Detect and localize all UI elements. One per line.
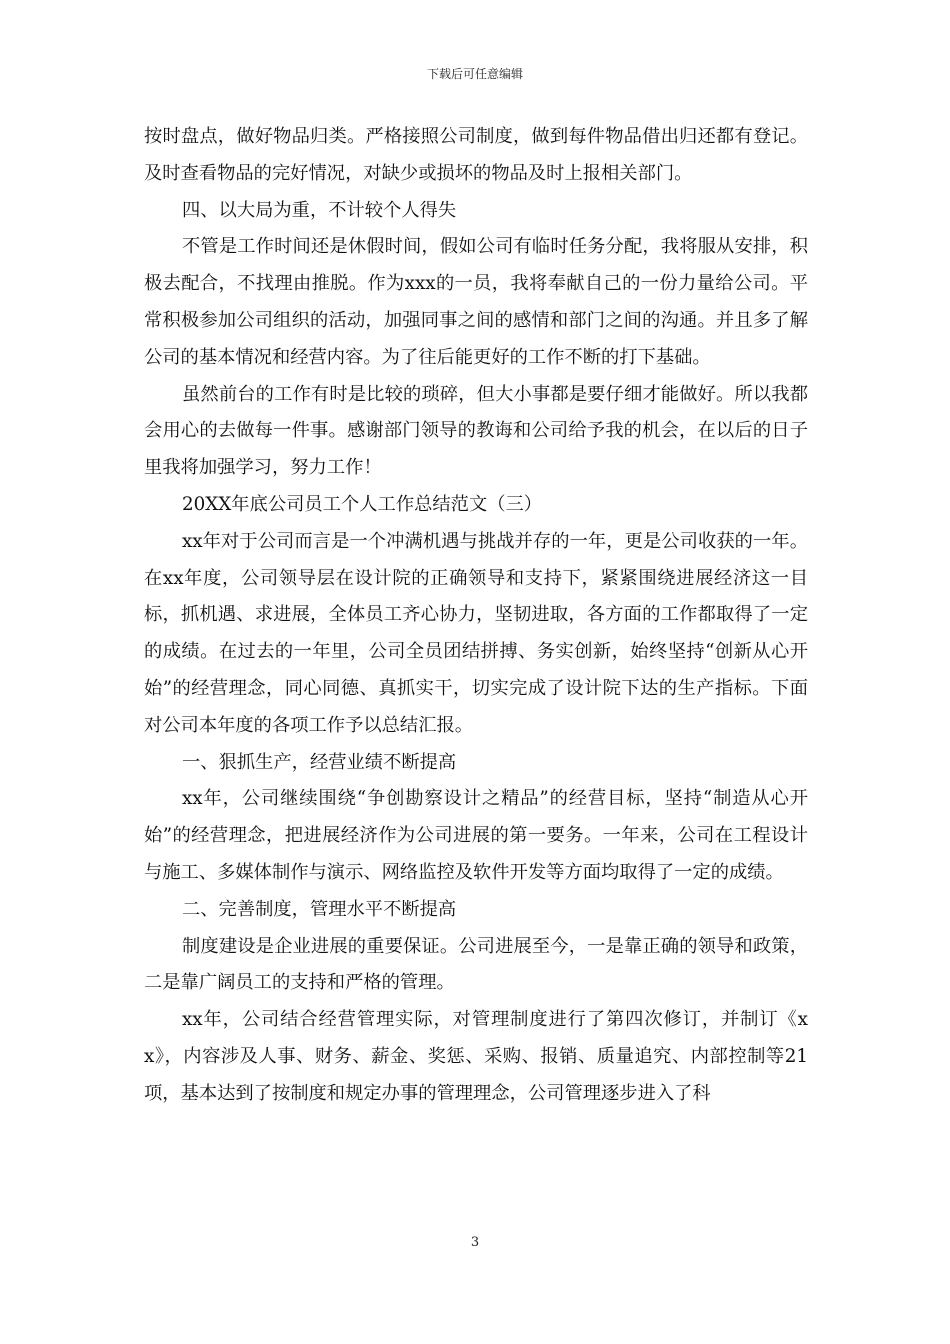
paragraph-1: 按时盘点，做好物品归类。严格接照公司制度，做到每件物品借出归还都有登记。及时查看物品的完好情况，对缺少或损坏的物品及时上报相关部门。	[144, 126, 808, 184]
paragraph-2: 不管是工作时间还是休假时间，假如公司有临时任务分配，我将服从安排，积极去配合，不找理由推脱。作为xxx的一员，我将奉献自己的一份力量给公司。平常积极参加公司组织的活动，加强同事之间的感情和部门之间的沟通。并且多了解公司的基本情况和经营内容。为了往后能更好的工作不断的打下基础。	[144, 236, 808, 368]
section-heading-4: 四、以大局为重，不计较个人得失	[182, 199, 457, 221]
paragraph-4: xx年对于公司而言是一个冲满机遇与挑战并存的一年，更是公司收获的一年。在xx年度，公司领导层在设计院的正确领导和支持下，紧紧围绕进展经济这一目标，抓机遇、求进展，全体员工齐心协力，坚韧进取，各方面的工作都取得了一定的成绩。在过去的一年里，公司全员团结拼搏、务实创新，始终坚持“创新从心开始”的经营理念，同心同德、真抓实干，切实完成了设计院下达的生产指标。下面对公司本年度的各项工作予以总结汇报。	[144, 530, 808, 736]
page-header: 下载后可任意编辑	[426, 67, 523, 81]
paragraph-3: 虽然前台的工作有时是比较的琐碎，但大小事都是要仔细才能做好。所以我都会用心的去做每一件事。感谢部门领导的教诲和公司给予我的机会，在以后的日子里我将加强学习，努力工作！	[144, 383, 808, 479]
article-title: 20XX年底公司员工个人工作总结范文（三）	[182, 493, 543, 515]
page-number: 3	[470, 1235, 480, 1250]
paragraph-5: xx年，公司继续围绕“争创勘察设计之精品”的经营目标，坚持“制造从心开始”的经营理念，把进展经济作为公司进展的第一要务。一年来，公司在工程设计与施工、多媒体制作与演示、网络监控及软件开发等方面均取得了一定的成绩。	[144, 788, 808, 883]
section-heading-2: 二、完善制度，管理水平不断提高	[182, 898, 457, 920]
paragraph-7: xx年，公司结合经营管理实际，对管理制度进行了第四次修订，并制订《xx》，内容涉及人事、财务、薪金、奖惩、采购、报销、质量追究、内部控制等21项，基本达到了按制度和规定办事的管理理念，公司管理逐步进入了科	[144, 1009, 808, 1104]
section-heading-1: 一、狠抓生产，经营业绩不断提高	[182, 751, 457, 773]
paragraph-6: 制度建设是企业进展的重要保证。公司进展至今，一是靠正确的领导和政策，二是靠广阔员工的支持和严格的管理。	[144, 935, 808, 994]
document-body	[144, 119, 808, 1113]
